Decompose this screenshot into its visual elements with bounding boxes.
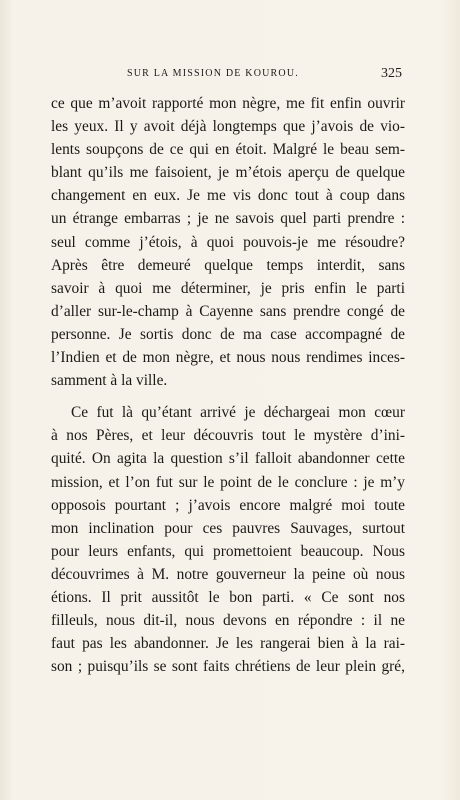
text-line: son ; puisqu’ils se sont faits chrétiens de leur plein gré, <box>51 658 405 676</box>
text-line: personne. Je sortis donc de ma case accompagné de <box>51 325 405 343</box>
paragraph <box>51 401 405 678</box>
text-line: lents soupçons de ce qui en étoit. Malgré le beau sem- <box>51 141 405 159</box>
text-line: savoir à quoi me déterminer, je pris enfin le parti <box>51 279 405 297</box>
text-line: ce que m’avoit rapporté mon nègre, me fit enfin ouvrir <box>51 95 405 112</box>
text-line: blant qu’ils me faisoient, je m’étois aperçu de quelque <box>51 164 405 182</box>
paragraph-gap <box>51 392 405 401</box>
running-head <box>52 66 402 84</box>
text-line: Après être demeuré quelque temps interdit, sans <box>51 256 405 274</box>
body-text <box>51 92 405 678</box>
text-line: les yeux. Il y avoit déjà longtemps que j’avois de vio- <box>51 118 405 136</box>
text-line: mission, et l’on fut sur le point de le conclure : je m’y <box>51 473 405 491</box>
text-line: découvrimes à M. notre gouverneur la peine où nous <box>51 565 405 583</box>
text-line: samment à la ville. <box>51 372 168 390</box>
text-line: changement en eux. Je me vis donc tout à coup dans <box>51 187 405 205</box>
text-line: mon inclination pour ces pauvres Sauvages, surtout <box>51 519 405 537</box>
text-line: un étrange embarras ; je ne savois quel parti prendre : <box>51 210 405 228</box>
paragraph <box>51 92 405 392</box>
text-line: faut pas les abandonner. Je les rangerai bien à la rai- <box>51 635 405 653</box>
text-line: seul comme j’étois, à quoi pouvois-je me résoudre? <box>51 233 405 251</box>
text-line: filleuls, nous dit-il, nous devons en répondre : il ne <box>51 612 405 630</box>
text-line: étions. Il prit aussitôt le bon parti. « Ce sont nos <box>51 588 405 606</box>
text-line: l’Indien et de mon nègre, et nous nous rendimes inces- <box>51 349 405 367</box>
text-line: pour leurs enfants, qui promettoient beaucoup. Nous <box>51 542 405 560</box>
text-line: Ce fut là qu’étant arrivé je déchargeai mon cœur <box>71 404 405 422</box>
page-number: 325 <box>381 66 402 81</box>
text-line: opposois pourtant ; j’avois encore malgré moi toute <box>51 496 405 514</box>
running-title: SUR LA MISSION DE KOUROU. <box>127 68 299 79</box>
text-line: d’aller sur-le-champ à Cayenne sans prendre congé de <box>51 302 405 320</box>
text-line: quité. On agita la question s’il falloit abandonner cette <box>51 450 405 468</box>
text-line: à nos Pères, et leur découvris tout le mystère d’ini- <box>51 427 405 445</box>
